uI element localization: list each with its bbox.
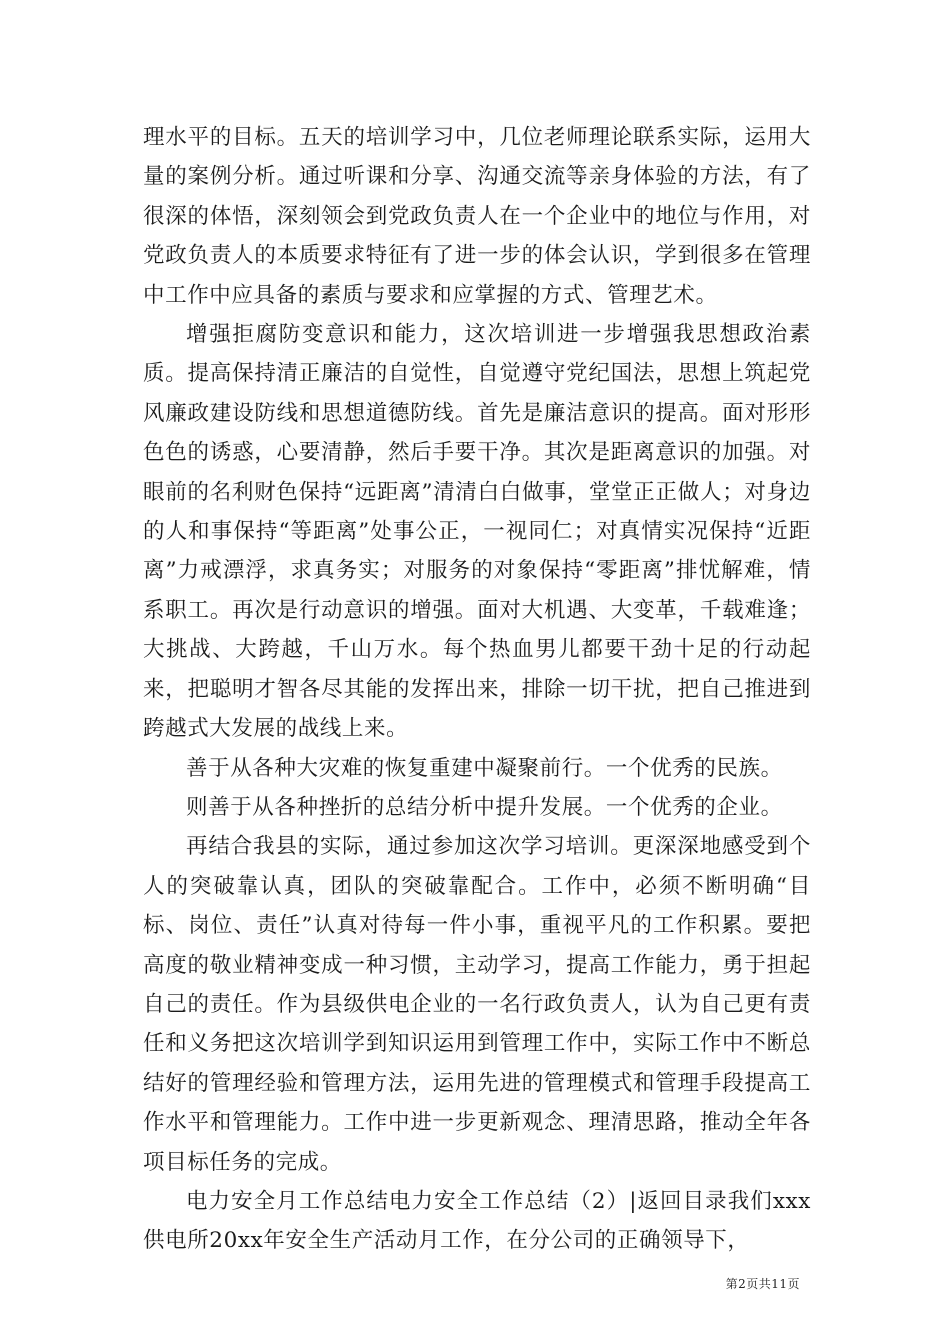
paragraph-continuation: 理水平的目标。五天的培训学习中，几位老师理论联系实际，运用大量的案例分析。通过听课和分享、沟通交流等亲身体验的方法，有了很深的体悟，深刻领会到党政负责人在一个企业中的地位与作用，对党政负责人的本质要求特征有了进一步的体会认识，学到很多在管理中工作中应具备的素质与要求和应掌握的方式、管理艺术。 [143,125,811,308]
paragraph-safety-month: 电力安全月工作总结电力安全工作总结（2）|返回目录我们xxx供电所20xx年安全生产活动月工作，在分公司的正确领导下， [143,1188,811,1254]
paragraph-enterprise: 则善于从各种挫折的总结分析中提升发展。一个优秀的企业。 [186,794,783,820]
document-body [143,118,811,1261]
paragraph-nation: 善于从各种大灾难的恢复重建中凝聚前行。一个优秀的民族。 [186,755,783,781]
page-number: 第2页共11页 [725,1277,800,1291]
paragraph-county-practice: 再结合我县的实际，通过参加这次学习培训。更深深地感受到个人的突破靠认真，团队的突破靠配合。工作中，必须不断明确“目标、岗位、责任”认真对待每一件小事，重视平凡的工作积累。要把高度的敬业精神变成一种习惯，主动学习，提高工作能力，勇于担起自己的责任。作为县级供电企业的一名行政负责人，认为自己更有责任和义务把这次培训学到知识运用到管理工作中，实际工作中不断总结好的管理经验和管理方法，运用先进的管理模式和管理手段提高工作水平和管理能力。工作中进一步更新观念、理清思路，推动全年各项目标任务的完成。 [143,834,811,1175]
paragraph-anti-corruption: 增强拒腐防变意识和能力，这次培训进一步增强我思想政治素质。提高保持清正廉洁的自觉性，自觉遵守党纪国法，思想上筑起党风廉政建设防线和思想道德防线。首先是廉洁意识的提高。面对形形色色的诱惑，心要清静，然后手要干净。其次是距离意识的加强。对眼前的名利财色保持“远距离”清清白白做事，堂堂正正做人；对身边的人和事保持“等距离”处事公正，一视同仁；对真情实况保持“近距离”力戒漂浮，求真务实；对服务的对象保持“零距离”排忧解难，情系职工。再次是行动意识的增强。面对大机遇、大变革，千载难逢；大挑战、大跨越，千山万水。每个热血男儿都要干劲十足的行动起来，把聪明才智各尽其能的发挥出来，排除一切干扰，把自己推进到跨越式大发展的战线上来。 [143,322,811,742]
